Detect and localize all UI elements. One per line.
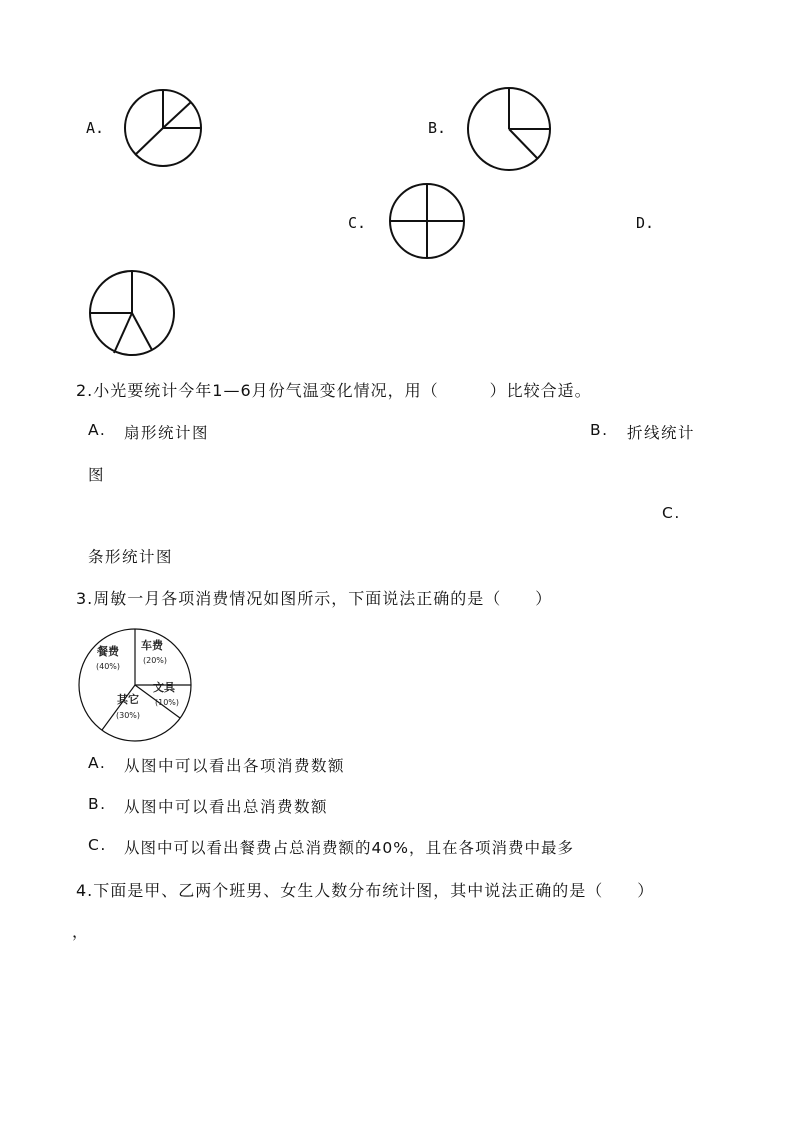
q3-text: 3.周敏一月各项消费情况如图所示，下面说法正确的是（ ）: [76, 589, 553, 608]
q3-option-c-letter: C.: [88, 836, 107, 854]
q3-option-b-letter: B.: [88, 795, 107, 813]
q2-text: 2.小光要统计今年1—6月份气温变化情况，用（ ）比较合适。: [76, 381, 592, 400]
q1-option-a-pie: [123, 88, 203, 168]
q1-option-b-pie: [466, 86, 552, 172]
q2-option-c-text: 条形统计图: [88, 548, 174, 566]
q3-option-c-text: 从图中可以看出餐费占总消费额的40%，且在各项消费中最多: [124, 839, 574, 857]
q2-option-a-text: 扇形统计图: [124, 424, 210, 442]
slice-pct-canfei: (40%): [96, 662, 121, 671]
q2-option-c-letter: C.: [662, 504, 681, 522]
slice-label-wenju: 文具: [153, 681, 175, 694]
q2-option-b-letter: B.: [590, 421, 609, 439]
q4-trailing-comma: ，: [72, 922, 90, 941]
q3-option-b-text: 从图中可以看出总消费数额: [124, 798, 329, 816]
q1-option-a-label: A.: [86, 119, 105, 137]
q1-option-c-label: C.: [348, 214, 367, 232]
q2-option-a-letter: A.: [88, 421, 107, 439]
slice-pct-qita: (30%): [116, 711, 141, 720]
q1-option-d-label: D.: [636, 214, 655, 232]
q3-option-a-text: 从图中可以看出各项消费数额: [124, 757, 346, 775]
q1-option-b-label: B.: [428, 119, 447, 137]
slice-pct-wenju: (10%): [155, 698, 180, 707]
slice-pct-chefei: (20%): [143, 656, 168, 665]
slice-label-chefei: 车费: [141, 639, 163, 652]
q3-expense-pie-chart: [78, 628, 192, 742]
q3-option-a-letter: A.: [88, 754, 107, 772]
q4-text: 4.下面是甲、乙两个班男、女生人数分布统计图，其中说法正确的是（ ）: [76, 881, 655, 900]
q2-option-b-continued: 图: [88, 466, 106, 484]
slice-label-canfei: 餐费: [97, 645, 119, 658]
q2-option-b-text: 折线统计: [627, 424, 696, 442]
slice-label-qita: 其它: [117, 693, 139, 706]
q1-option-d-pie: [88, 269, 176, 357]
q1-option-c-pie: [388, 182, 466, 260]
